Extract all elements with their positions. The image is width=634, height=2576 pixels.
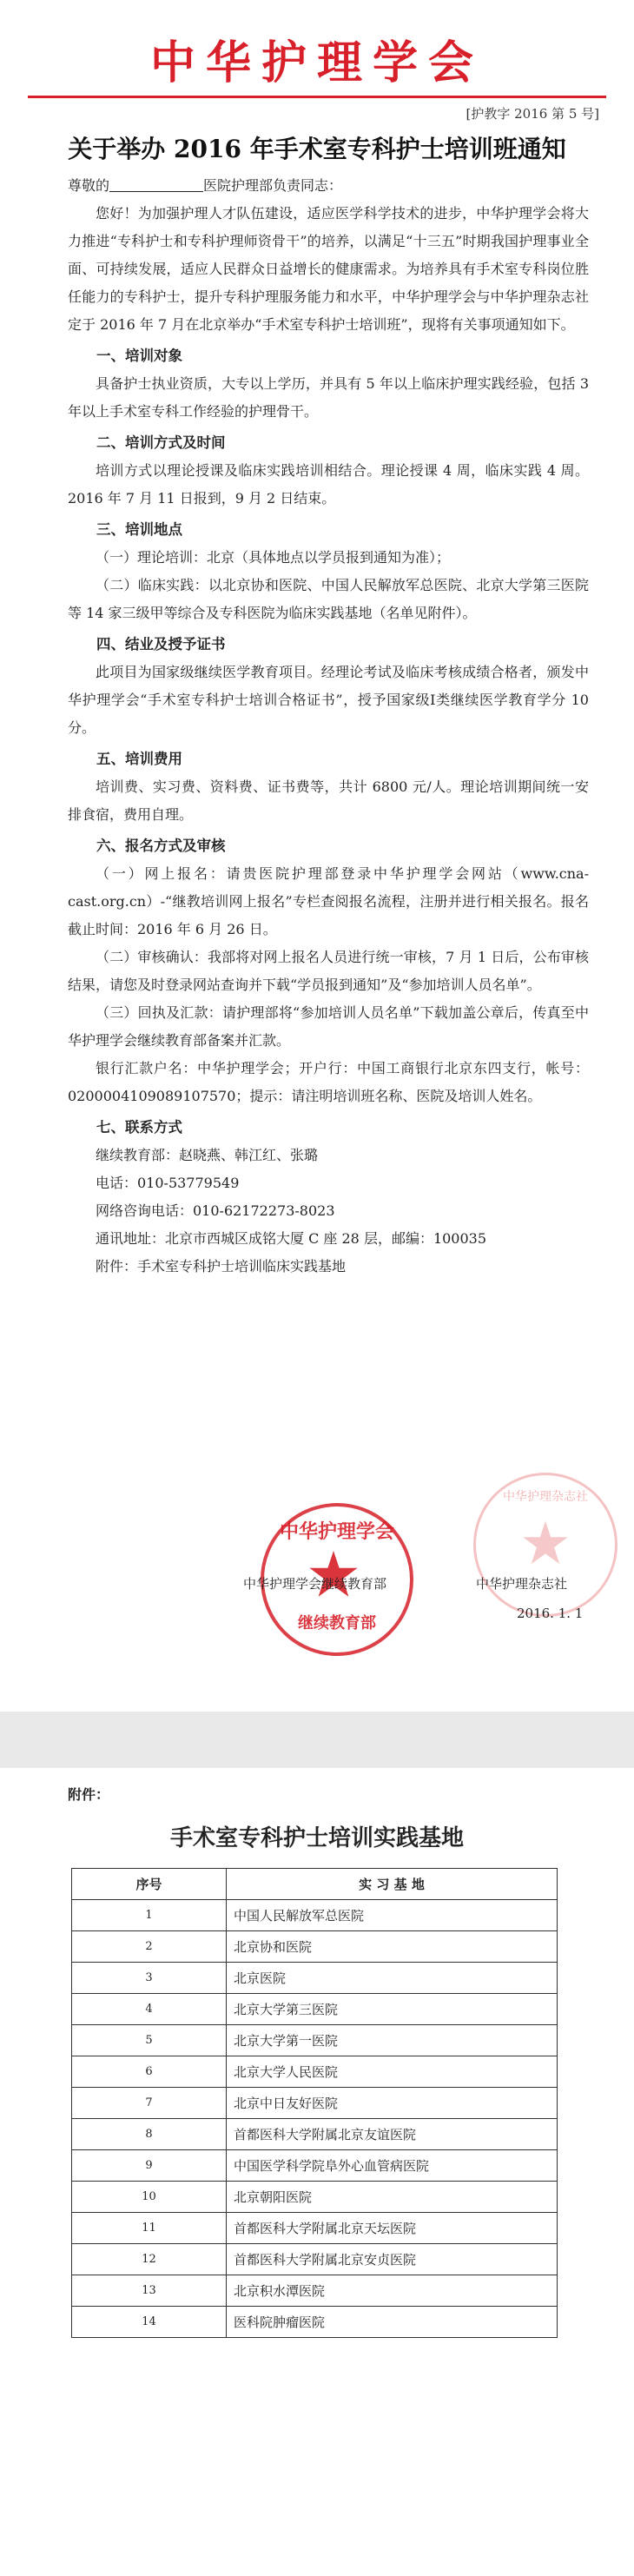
row-number: 11 <box>72 2213 227 2244</box>
table-row <box>72 2025 558 2056</box>
contact-block <box>68 1142 589 1281</box>
table-row <box>72 2275 558 2307</box>
row-hospital: 北京大学人民医院 <box>227 2056 558 2088</box>
seal-text-top: 中华护理学会 <box>279 1520 394 1543</box>
row-hospital: 中国人民解放军总医院 <box>227 1900 558 1931</box>
contact-line: 继续教育部：赵晓燕、韩江红、张璐 <box>96 1147 319 1163</box>
row-hospital: 首都医科大学附属北京友谊医院 <box>227 2119 558 2150</box>
notice-body <box>68 172 589 1281</box>
table-header-row <box>72 1869 558 1900</box>
section-heading-5: 五、培训费用 <box>96 751 182 767</box>
section-item: （一）网上报名：请贵医院护理部登录中华护理学会网站（www.cna-cast.org.cn）-“继教培训网上报名”专栏查阅报名流程，注册并进行相关报名。报名截止时间：2016 年 6 月 26 日。 <box>68 865 589 937</box>
star-icon <box>521 1519 570 1567</box>
section-item: （二）审核确认：我部将对网上报名人员进行统一审核，7 月 1 日后，公布审核结果，请您及时登录网站查询并下载“学员报到通知”及“参加培训人员名单”。 <box>68 949 589 993</box>
table-row <box>72 2119 558 2150</box>
table-row <box>72 2088 558 2119</box>
salutation <box>68 172 589 200</box>
row-number: 1 <box>72 1900 227 1931</box>
row-hospital: 首都医科大学附属北京安贞医院 <box>227 2244 558 2275</box>
row-hospital: 北京大学第三医院 <box>227 1994 558 2025</box>
salutation-prefix: 尊敬的 <box>68 177 110 194</box>
section-item: （二）临床实践：以北京协和医院、中国人民解放军总医院、北京大学第三医院等 14 家三级甲等综合及专科医院为临床实践基地（名单见附件）。 <box>68 577 589 621</box>
seal-text-bottom: 继续教育部 <box>298 1614 376 1632</box>
table-row <box>72 1994 558 2025</box>
row-number: 12 <box>72 2244 227 2275</box>
contact-line: 通讯地址：北京市西城区成铭大厦 C 座 28 层，邮编：100035 <box>96 1230 487 1247</box>
row-number: 14 <box>72 2307 227 2338</box>
row-number: 4 <box>72 1994 227 2025</box>
row-hospital: 北京中日友好医院 <box>227 2088 558 2119</box>
section-heading-7: 七、联系方式 <box>96 1119 182 1136</box>
contact-line: 附件：手术室专科护士培训临床实践基地 <box>96 1258 347 1275</box>
notice-title: 关于举办 2016 年手术室专科护士培训班通知 <box>68 135 566 163</box>
practice-base-table <box>71 1868 558 2338</box>
signature-row <box>0 1574 634 1621</box>
row-number: 6 <box>72 2056 227 2088</box>
row-number: 9 <box>72 2150 227 2182</box>
row-number: 13 <box>72 2275 227 2307</box>
row-hospital: 北京积水潭医院 <box>227 2275 558 2307</box>
column-header-number: 序号 <box>72 1869 227 1900</box>
row-number: 5 <box>72 2025 227 2056</box>
section-heading-6: 六、报名方式及审核 <box>96 838 226 854</box>
signature-right: 中华护理杂志社 <box>476 1576 568 1592</box>
contact-line: 电话：010-53779549 <box>96 1175 240 1191</box>
document-number: [护教字 2016 第 5 号] <box>466 106 599 122</box>
section-body-5: 培训费、实习费、资料费、证书费等，共计 6800 元/人。理论培训期间统一安排食宿，费用自理。 <box>68 778 589 823</box>
table-row <box>72 2056 558 2088</box>
section-heading-1: 一、培训对象 <box>96 348 182 364</box>
signature-date: 2016. 1. 1 <box>517 1606 584 1621</box>
attachment-label: 附件： <box>68 1786 110 1803</box>
row-number: 8 <box>72 2119 227 2150</box>
section-body-4: 此项目为国家级继续医学教育项目。经理论考试及临床考核成绩合格者，颁发中华护理学会“手术室专科护士培训合格证书”，授予国家级Ⅰ类继续医学教育学分 10 分。 <box>68 664 589 736</box>
signature-left: 中华护理学会继续教育部 <box>243 1576 387 1592</box>
intro-paragraph: 您好！为加强护理人才队伍建设，适应医学科学技术的进步，中华护理学会将大力推进“专科护士和专科护理师资骨干”的培养，以满足“十三五”时期我国护理事业全面、可持续发展，适应人民群众日益增长的健康需求。为培养具有手术室专科岗位胜任能力的专科护士，提升专科护理服务能力和水平，中华护理学会与中华护理杂志社定于 2016 年 7 月在北京举办“手术室专科护士培训班”，现将有关事项通知如下。 <box>68 205 589 333</box>
section-body-2: 培训方式以理论授课及临床实践培训相结合。理论授课 4 周，临床实践 4 周。2016 年 7 月 11 日报到，9 月 2 日结束。 <box>68 462 589 507</box>
section-body-1: 具备护士执业资质，大专以上学历，并具有 5 年以上临床护理实践经验，包括 3 年以上手术室专科工作经验的护理骨干。 <box>68 375 589 420</box>
section-item: （一）理论培训：北京（具体地点以学员报到通知为准）； <box>96 549 451 566</box>
section-heading-2: 二、培训方式及时间 <box>96 434 226 451</box>
table-row <box>72 2244 558 2275</box>
table-row <box>72 2150 558 2182</box>
contact-line: 网络咨询电话：010-62172273-8023 <box>96 1202 335 1219</box>
table-row <box>72 1931 558 1963</box>
row-number: 2 <box>72 1931 227 1963</box>
table-row <box>72 1900 558 1931</box>
section-item: 银行汇款户名：中华护理学会；开户行：中国工商银行北京东四支行，帐号：0200004109089107570；提示：请注明培训班名称、医院及培训人姓名。 <box>68 1060 589 1104</box>
row-hospital: 医科院肿瘤医院 <box>227 2307 558 2338</box>
faint-seal-text: 中华护理杂志社 <box>503 1490 588 1504</box>
row-hospital: 北京朝阳医院 <box>227 2182 558 2213</box>
row-hospital: 北京大学第一医院 <box>227 2025 558 2056</box>
section-item: （三）回执及汇款：请护理部将“参加培训人员名单”下载加盖公章后，传真至中华护理学会继续教育部备案并汇款。 <box>68 1004 589 1049</box>
section-heading-4: 四、结业及授予证书 <box>96 636 226 652</box>
letterhead-rule <box>28 96 606 98</box>
row-number: 10 <box>72 2182 227 2213</box>
table-row <box>72 1963 558 1994</box>
table-row <box>72 2307 558 2338</box>
row-hospital: 首都医科大学附属北京天坛医院 <box>227 2213 558 2244</box>
row-hospital: 中国医学科学院阜外心血管病医院 <box>227 2150 558 2182</box>
column-header-base: 实 习 基 地 <box>227 1869 558 1900</box>
row-number: 7 <box>72 2088 227 2119</box>
attachment-title: 手术室专科护士培训实践基地 <box>169 1825 464 1851</box>
table-row <box>72 2213 558 2244</box>
row-number: 3 <box>72 1963 227 1994</box>
table-row <box>72 2182 558 2213</box>
section-heading-3: 三、培训地点 <box>96 521 182 538</box>
salutation-suffix: 医院护理部负责同志： <box>203 177 343 194</box>
row-hospital: 北京医院 <box>227 1963 558 1994</box>
salutation-blank <box>109 175 203 192</box>
row-hospital: 北京协和医院 <box>227 1931 558 1963</box>
attachment-page <box>0 1768 634 2576</box>
org-letterhead: 中华护理学会 <box>149 37 484 89</box>
